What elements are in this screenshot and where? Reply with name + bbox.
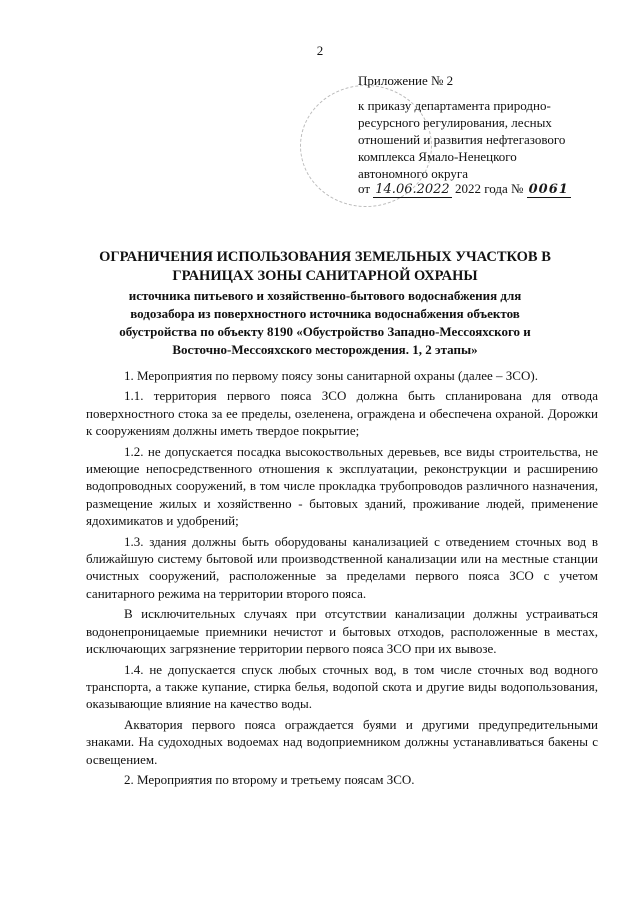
page-number: 2 [316, 43, 324, 58]
order-date-line [358, 181, 571, 197]
date-prefix: от [358, 181, 371, 196]
paragraph: 1.1. территория первого пояса ЗСО должна быть спланирована для отвода поверхностного стока за ее пределы, озеленена, ограждена и обеспечена охраной. Дорожки к сооружениям должны иметь твердое покрытие; [86, 388, 598, 439]
heading-line: ОГРАНИЧЕНИЯ ИСПОЛЬЗОВАНИЯ ЗЕМЕЛЬНЫХ УЧАСТКОВ В [99, 249, 551, 265]
appendix-title: Приложение № 2 [358, 73, 454, 88]
appendix-line: к приказу департамента природно- [358, 98, 551, 113]
appendix-block [358, 72, 628, 182]
paragraph: 1.3. здания должны быть оборудованы канализацией с отведением сточных вод в ближайшую систему бытовой или производственной канализации или на местные станции очистных сооружений, расположенные за пределами первого пояса ЗСО с учетом санитарного режима на территории второго пояса. [86, 533, 598, 601]
paragraph: Акватория первого пояса ограждается буями и другими предупредительными знаками. На судоходных водоемах над водоприемником должны устанавливаться бакены с освещением. [86, 716, 598, 767]
subheading-line: водозабора из поверхностного источника водоснабжения объектов [130, 306, 520, 321]
document-heading [60, 248, 590, 358]
paragraph: 1.4. не допускается спуск любых сточных вод, в том числе сточных вод водного транспорта, а также купание, стирка белья, водопой скота и другие виды водопользования, оказывающие влияние на качество воды. [86, 661, 598, 712]
subheading-line: обустройства по объекту 8190 «Обустройство Западно-Мессояхского и [119, 324, 531, 339]
document-body [86, 367, 598, 791]
appendix-line: отношений и развития нефтегазового [358, 132, 566, 147]
subheading-line: Восточно-Мессояхского месторождения. 1, 2 этапы» [172, 342, 478, 357]
paragraph: В исключительных случаях при отсутствии канализации должны устраиваться водонепроницаемые приемники нечистот и бытовых отходов, расположенные в местах, исключающих загрязнение территории первого пояса ЗСО при их вывозе. [86, 606, 598, 657]
paragraph: 2. Мероприятия по второму и третьему поясам ЗСО. [124, 771, 415, 787]
appendix-line: комплекса Ямало-Ненецкого [358, 149, 517, 164]
subheading-line: источника питьевого и хозяйственно-бытового водоснабжения для [128, 288, 522, 303]
handwritten-order-number: 0061 [528, 182, 569, 197]
date-suffix: 2022 года № [454, 181, 524, 196]
paragraph: 1. Мероприятия по первому поясу зоны санитарной охраны (далее – ЗСО). [124, 368, 538, 383]
appendix-line: автономного округа [358, 166, 468, 181]
paragraph: 1.2. не допускается посадка высокоствольных деревьев, все виды строительства, не имеющие непосредственного отношения к эксплуатации, реконструкции и расширению водопроводных сооружений, в том числе прокладка трубопроводов различного назначения, размещение жилых и хозяйственно - бытовых зданий, проживание людей, применение ядохимикатов и удобрений; [86, 443, 598, 529]
appendix-line: ресурсного регулирования, лесных [358, 115, 552, 130]
heading-line: ГРАНИЦАХ ЗОНЫ САНИТАРНОЙ ОХРАНЫ [172, 268, 478, 284]
handwritten-date: 14.06.2022 [375, 182, 450, 197]
